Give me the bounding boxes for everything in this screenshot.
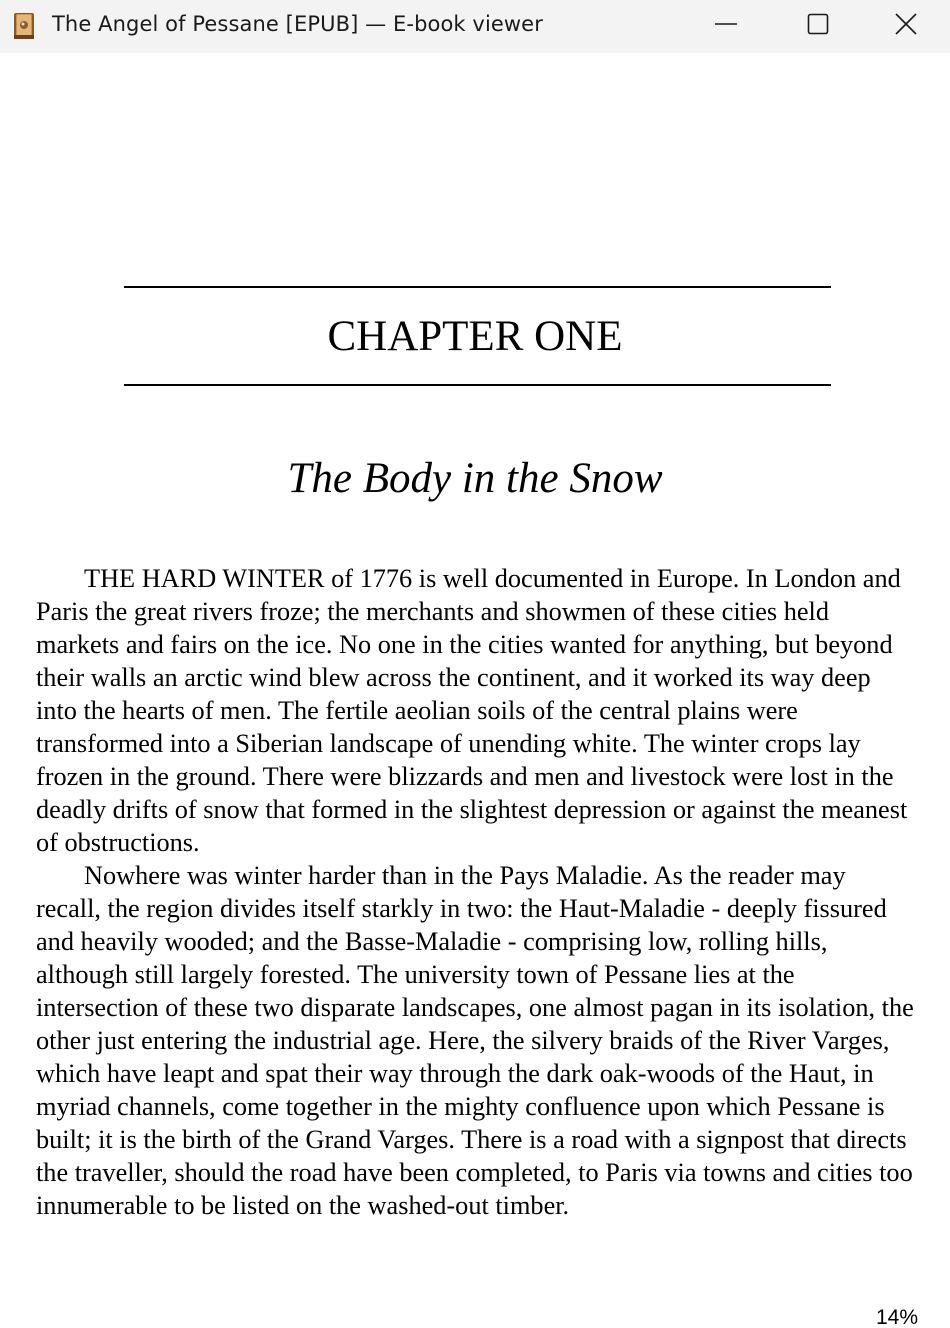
paragraph: Nowhere was winter harder than in the Pays Maladie. As the reader may recall, the region divides itself starkly in two: the Haut-Maladie - deeply fissured and heavily wooded; and the Basse-Maladie - comprising low, rolling hills, although still largely forested. The university town of Pessane lies at the intersection of these two disparate landscapes, one almost pagan in its isolation, the other just entering the industrial age. Here, the silvery braids of the River Varges, which have leapt and spat their way through the dark oak-woods of the Haut, in myriad channels, come together in the mighty confluence upon which Pessane is built; it is the birth of the Grand Varges. There is a road with a signpost that directs the traveller, should the road have been completed, to Paris via towns and cities too innumerable to be listed on the washed-out timber. <box>36 861 914 1220</box>
reading-progress-indicator: 14% <box>875 1306 918 1328</box>
chapter-heading: CHAPTER ONE <box>327 313 623 360</box>
chapter-body-text <box>36 562 916 1222</box>
book-page[interactable] <box>0 53 950 1328</box>
maximize-button[interactable] <box>772 0 864 53</box>
minimize-icon <box>714 12 738 41</box>
close-icon <box>894 12 918 41</box>
ebook-viewer-app-icon[interactable] <box>11 11 39 41</box>
chapter-rule-top <box>124 286 831 288</box>
chapter-subtitle: The Body in the Snow <box>287 455 663 502</box>
title-bar[interactable] <box>0 0 950 53</box>
chapter-rule-bottom <box>124 384 831 386</box>
close-button[interactable] <box>862 0 950 53</box>
minimize-button[interactable] <box>680 0 772 53</box>
paragraph: THE HARD WINTER of 1776 is well documented in Europe. In London and Paris the great rivers froze; the merchants and showmen of these cities held markets and fairs on the ice. No one in the cities wanted for anything, but beyond their walls an arctic wind blew across the continent, and it worked its way deep into the hearts of men. The fertile aeolian soils of the central plains were transformed into a Siberian landscape of unending white. The winter crops lay frozen in the ground. There were blizzards and men and livestock were lost in the deadly drifts of snow that formed in the slightest depression or against the meanest of obstructions. <box>36 564 908 857</box>
window-title: The Angel of Pessane [EPUB] — E-book viewer <box>52 12 543 36</box>
maximize-icon <box>806 12 830 41</box>
